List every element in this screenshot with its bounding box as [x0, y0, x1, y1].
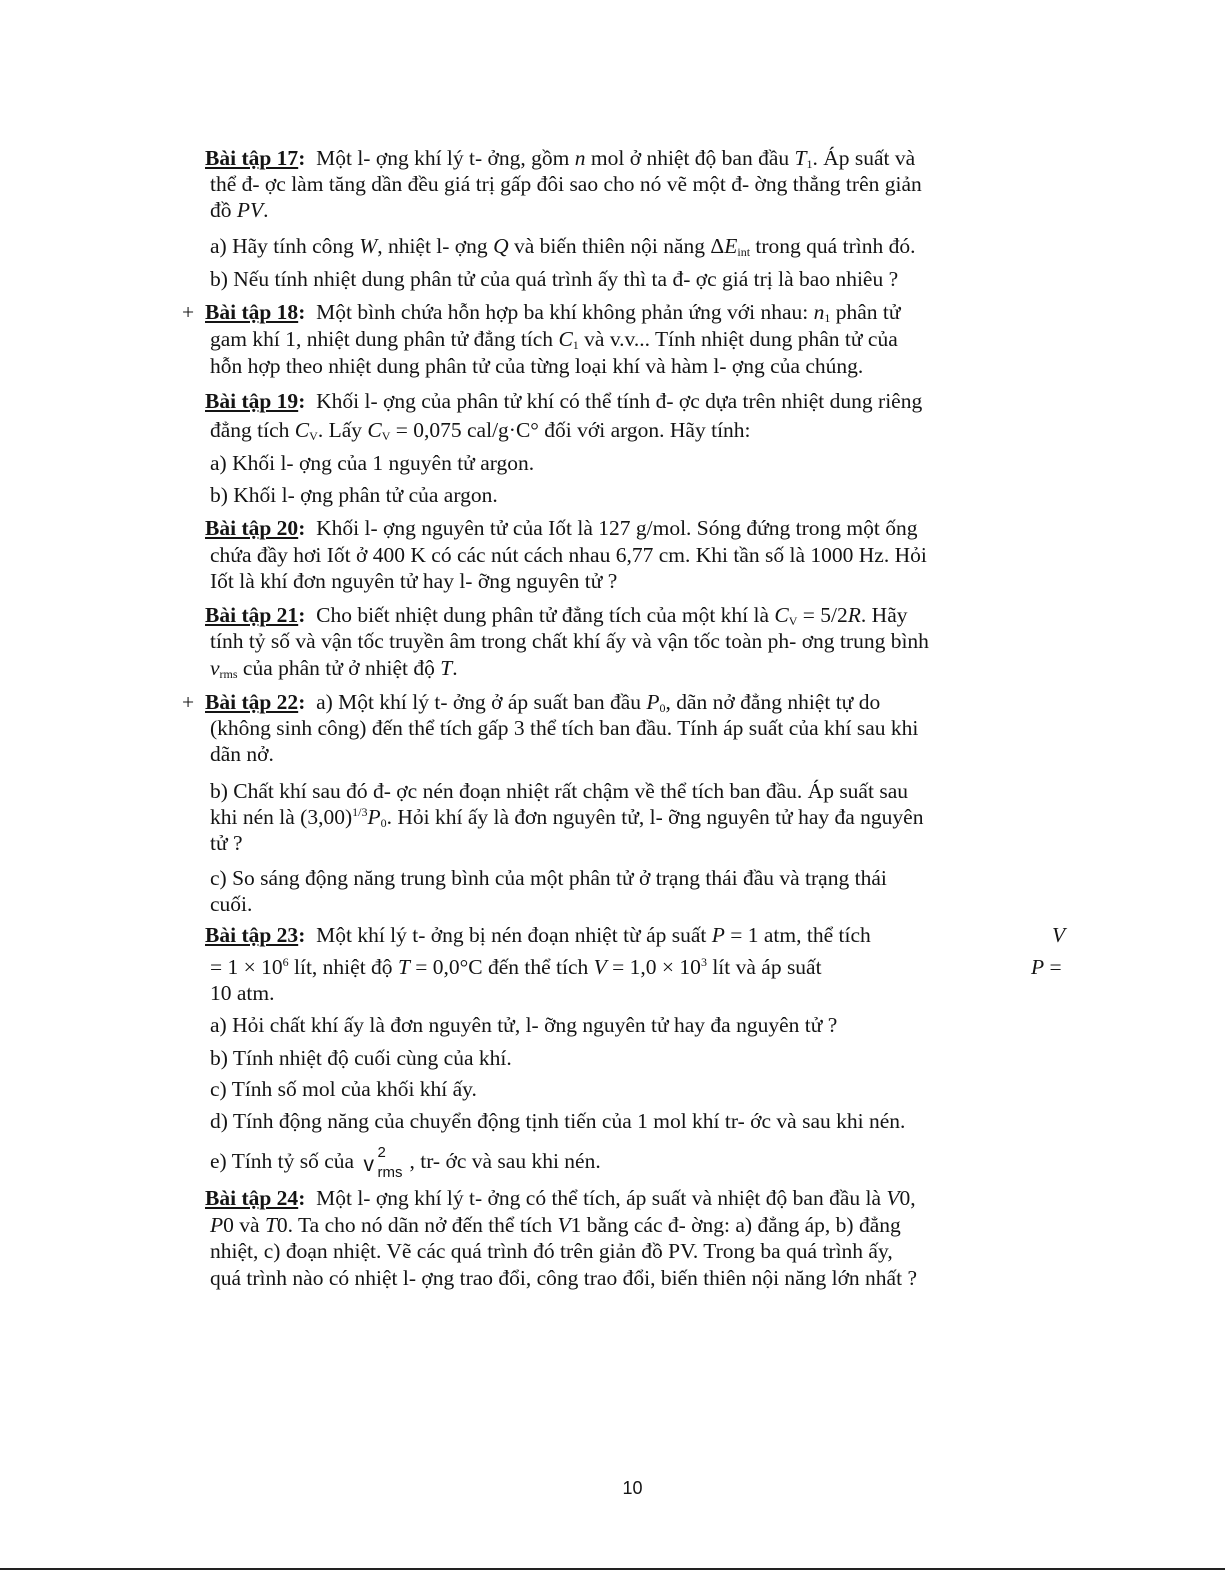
exercise-19-part-b: b) Khối l- ợng phân tử của argon. — [210, 483, 498, 507]
exercise-17-title: Bài tập 17 — [205, 146, 299, 170]
exercise-19-title: Bài tập 19 — [205, 389, 299, 413]
footer-rule — [0, 1568, 1225, 1570]
exercise-21-line-1: Bài tập 21: Cho biết nhiệt dung phân tử đẳng tích của một khí là $C_V = 5/2R$. Hãy — [205, 603, 908, 628]
exercise-22-line-3: dãn nở. — [210, 742, 274, 766]
exercise-23-part-d: d) Tính động năng của chuyển động tịnh tiến của 1 mol khí tr- ớc và sau khi nén. — [210, 1109, 906, 1133]
exercise-23-title: Bài tập 23 — [205, 923, 299, 947]
exercise-23-line-2: = $1 \times 10^6$ lít, nhiệt độ T = 0,0°C đến thể tích $V = 1,0 \times 10^3$ lít và áp suất — [210, 955, 822, 979]
exercise-23-part-a: a) Hỏi chất khí ấy là đơn nguyên tử, l- ỡng nguyên tử hay đa nguyên tử ? — [210, 1013, 838, 1037]
exercise-20-line-3: Iốt là khí đơn nguyên tử hay l- ỡng nguyên tử ? — [210, 569, 618, 593]
vrms-squared-formula: v 2 rms — [363, 1144, 403, 1181]
exercise-22-plus-marker: + — [182, 690, 195, 714]
exercise-18-plus-marker: + — [182, 300, 195, 324]
exercise-22-part-b-line-3: tử ? — [210, 831, 243, 855]
exercise-19-line-1: Bài tập 19: Khối l- ợng của phân tử khí có thể tính đ- ợc dựa trên nhiệt dung riêng — [205, 389, 923, 413]
exercise-17-part-b: b) Nếu tính nhiệt dung phân tử của quá trình ấy thì ta đ- ợc giá trị là bao nhiêu ? — [210, 267, 899, 291]
exercise-23-line-2-p: P = — [1031, 955, 1062, 979]
exercise-18-line-3: hỗn hợp theo nhiệt dung phân tử của từng loại khí và hàm l- ợng của chúng. — [210, 354, 864, 378]
exercise-17-line-2: thể đ- ợc làm tăng dần đều giá trị gấp đôi sao cho nó vẽ một đ- ờng thẳng trên giản — [210, 172, 922, 196]
exercise-24-line-1: Bài tập 24: Một l- ợng khí lý t- ởng có thể tích, áp suất và nhiệt độ ban đầu là V0, — [205, 1186, 916, 1210]
exercise-23-part-c: c) Tính số mol của khối khí ấy. — [210, 1077, 477, 1101]
exercise-19-part-a: a) Khối l- ợng của 1 nguyên tử argon. — [210, 451, 535, 475]
exercise-22-part-b-line-1: b) Chất khí sau đó đ- ợc nén đoạn nhiệt rất chậm về thể tích ban đầu. Áp suất sau — [210, 779, 908, 803]
exercise-17-line-1: Bài tập 17: Một l- ợng khí lý t- ởng, gồm n mol ở nhiệt độ ban đầu $T_1$. Áp suất và — [205, 146, 916, 171]
exercise-23-line-1-v: V — [1052, 923, 1066, 947]
exercise-24-line-2: P0 và T0. Ta cho nó dãn nở đến thể tích V1 bằng các đ- ờng: a) đẳng áp, b) đẳng — [210, 1213, 901, 1237]
exercise-18-line-2: gam khí 1, nhiệt dung phân tử đẳng tích $C_1$ và v.v... Tính nhiệt dung phân tử của — [210, 327, 898, 352]
exercise-23-line-3: 10 atm. — [210, 981, 275, 1005]
exercise-22-part-c-line-2: cuối. — [210, 892, 253, 916]
exercise-23-line-1: Bài tập 23: Một khí lý t- ởng bị nén đoạn nhiệt từ áp suất P = 1 atm, thể tích — [205, 923, 871, 947]
exercise-18-line-1: Bài tập 18: Một bình chứa hỗn hợp ba khí không phản ứng với nhau: $n_1$ phân tử — [205, 300, 901, 325]
exercise-19-line-2: đẳng tích $C_V$. Lấy $C_V = 0,075$ cal/g·C° đối với argon. Hãy tính: — [210, 418, 751, 443]
exercise-22-part-c-line-1: c) So sáng động năng trung bình của một phân tử ở trạng thái đầu và trạng thái — [210, 866, 887, 890]
exercise-21-line-3: $v_{rms}$ của phân tử ở nhiệt độ T. — [210, 656, 458, 681]
exercise-19-line-1-text: Khối l- ợng của phân tử khí có thể tính đ- ợc dựa trên nhiệt dung riêng — [316, 389, 923, 413]
exercise-20-title: Bài tập 20 — [205, 516, 299, 540]
exercise-20-line-2: chứa đầy hơi Iốt ở 400 K có các nút cách nhau 6,77 cm. Khi tần số là 1000 Hz. Hỏi — [210, 543, 927, 567]
exercise-23-part-e: e) Tính tỷ số của v 2 rms , tr- ớc và sau khi nén. — [210, 1144, 601, 1181]
exercise-22-title: Bài tập 22 — [205, 690, 299, 714]
exercise-24-line-4: quá trình nào có nhiệt l- ợng trao đổi, công trao đổi, biến thiên nội năng lớn nhất ? — [210, 1266, 917, 1290]
exercise-24-title: Bài tập 24 — [205, 1186, 299, 1210]
exercise-23-part-b: b) Tính nhiệt độ cuối cùng của khí. — [210, 1046, 512, 1070]
exercise-24-line-3: nhiệt, c) đoạn nhiệt. Vẽ các quá trình đó trên giản đồ PV. Trong ba quá trình ấy, — [210, 1239, 893, 1263]
exercise-22-line-2: (không sinh công) đến thể tích gấp 3 thể tích ban đầu. Tính áp suất của khí sau khi — [210, 716, 919, 740]
exercise-20-line-1: Bài tập 20: Khối l- ợng nguyên tử của Iốt là 127 g/mol. Sóng đứng trong một ống — [205, 516, 918, 540]
exercise-22-part-b-line-2: khi nén là $(3,00)^{1/3}P_0$. Hỏi khí ấy là đơn nguyên tử, l- ỡng nguyên tử hay đa nguyên — [210, 805, 924, 830]
page-number: 10 — [622, 1478, 643, 1498]
exercise-21-line-2: tính tỷ số và vận tốc truyền âm trong chất khí ấy và vận tốc toàn ph- ơng trung bình — [210, 629, 929, 653]
exercise-21-title: Bài tập 21 — [205, 603, 299, 627]
exercise-20-line-1-text: Khối l- ợng nguyên tử của Iốt là 127 g/mol. Sóng đứng trong một ống — [316, 516, 918, 540]
exercise-22-line-1: Bài tập 22: a) Một khí lý t- ởng ở áp suất ban đầu $P_0$, dãn nở đẳng nhiệt tự do — [205, 690, 881, 715]
exercise-17-line-3: đồ PV. — [210, 198, 269, 222]
exercise-17-part-a: a) Hãy tính công W, nhiệt l- ợng Q và biến thiên nội năng $\Delta E_{int}$ trong quá trình đó. — [210, 234, 916, 259]
exercise-18-title: Bài tập 18 — [205, 300, 299, 324]
